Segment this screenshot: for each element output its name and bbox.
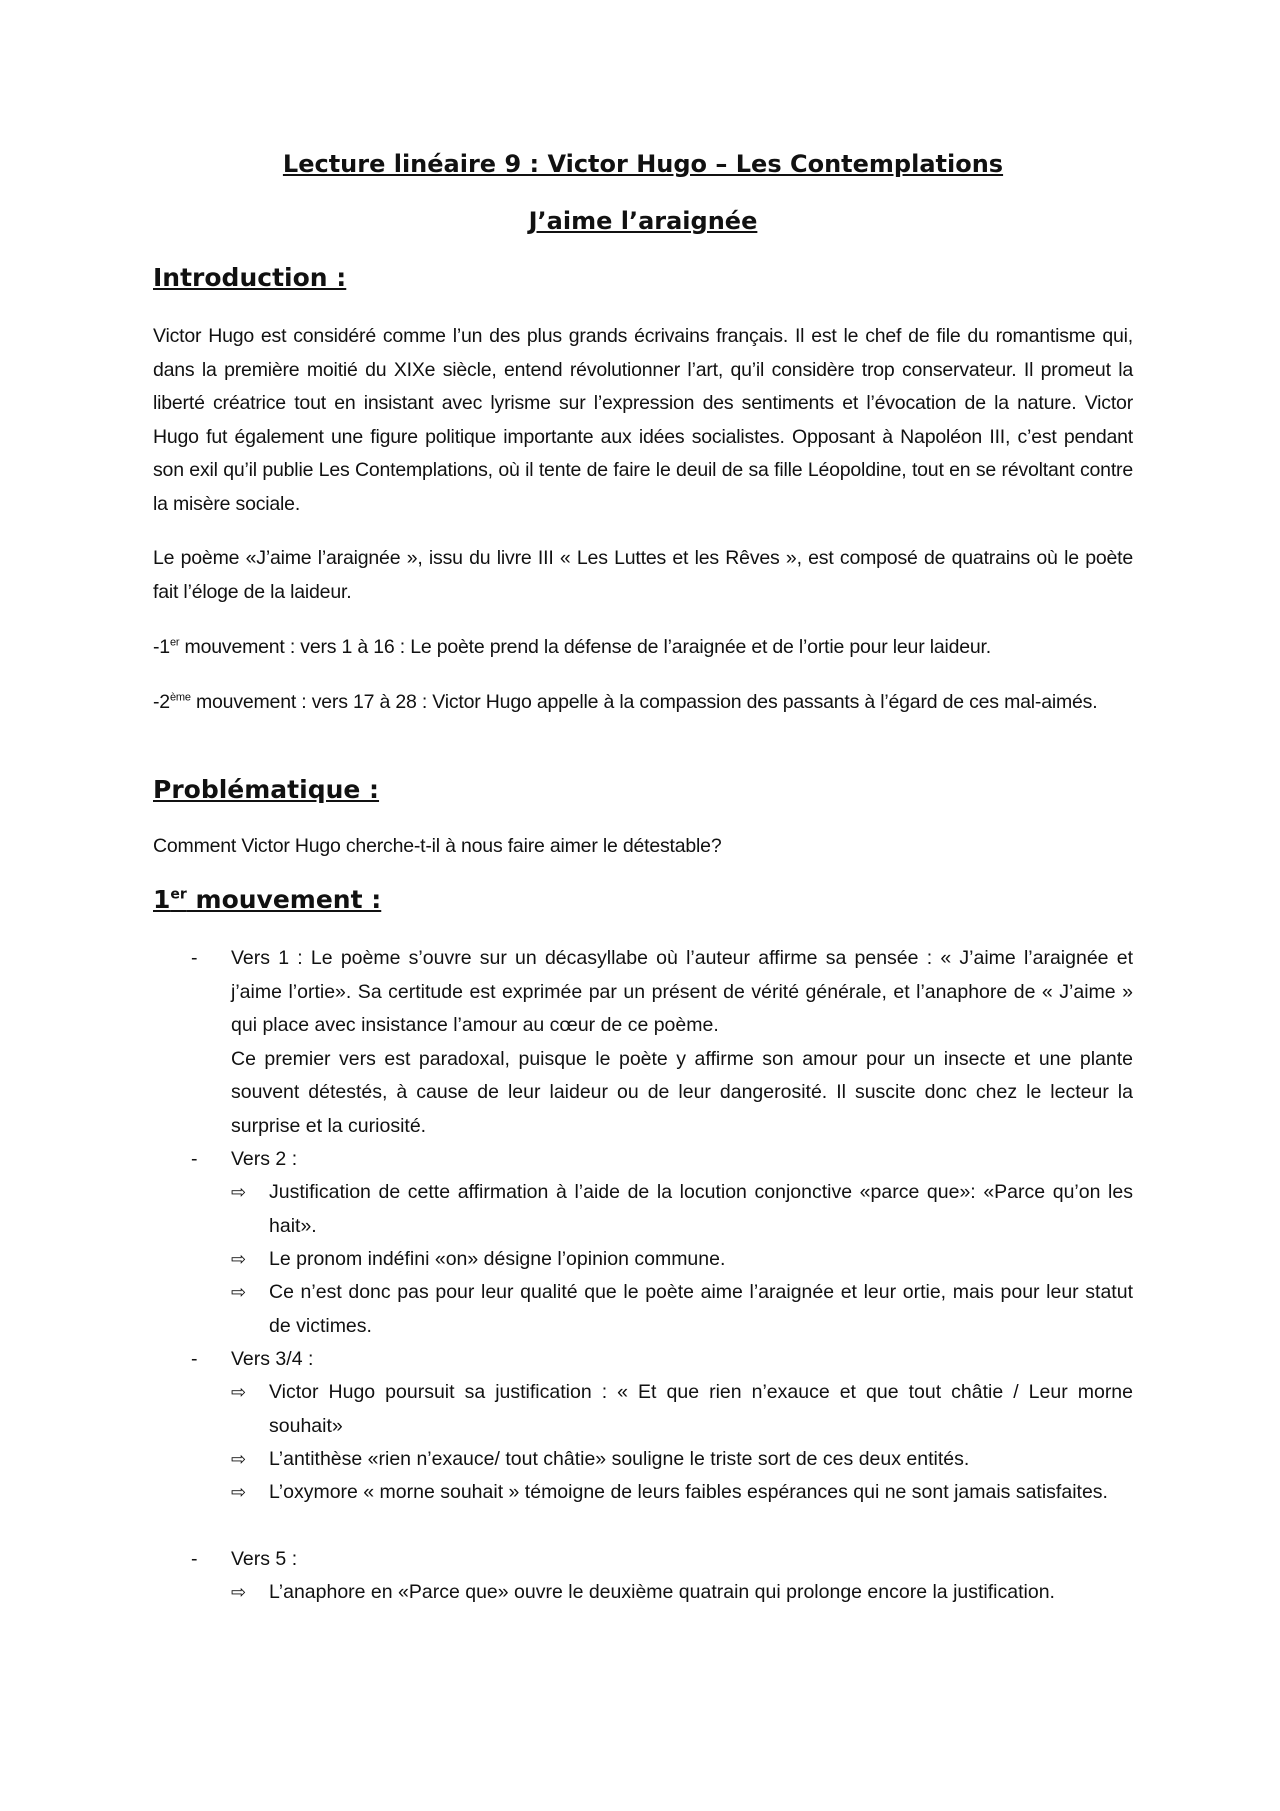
movement-1-prefix: -1 bbox=[153, 636, 170, 658]
movement-2-summary bbox=[153, 686, 1133, 720]
arrow-right-icon: ⇨ bbox=[231, 1482, 247, 1502]
problematique-text: Comment Victor Hugo cherche-t-il à nous faire aimer le détestable? bbox=[153, 835, 722, 857]
movement-2-prefix: -2 bbox=[153, 691, 170, 713]
movement-1-text: mouvement : vers 1 à 16 : Le poète prend la défense de l’araignée et de l’ortie pour leur laideur. bbox=[179, 636, 991, 658]
arrow-right-icon: ⇨ bbox=[231, 1582, 247, 1602]
movement-1-sup: er bbox=[169, 636, 180, 649]
arrow-right-icon: ⇨ bbox=[231, 1449, 247, 1469]
introduction-paragraph-2: Le poème «J’aime l’araignée », issu du livre III « Les Luttes et les Rêves », est composé de quatrains où le poète fait l’éloge de la laideur. bbox=[153, 547, 1133, 603]
list-item-text: Vers 1 : Le poème s’ouvre sur un décasyllabe où l’auteur affirme sa pensée : « J’aime l’araignée et j’aime l’ortie». Sa certitude est exprimée par un présent de vérité générale, et l’anaphore de « J’aime » qui place avec insistance l’amour au cœur de ce poème. Ce premier vers est paradoxal, puisque le poète y affirme son amour pour un insecte et une plante souvent détestés, à cause de leur laideur ou de leur dangerosité. Il suscite donc chez le lecteur la surprise et la curiosité. bbox=[231, 947, 1133, 1137]
arrow-right-icon: ⇨ bbox=[231, 1382, 247, 1402]
movement-2-sup: ème bbox=[169, 691, 191, 704]
movement-1-summary bbox=[153, 631, 1133, 665]
document-title: Lecture linéaire 9 : Victor Hugo – Les Contemplations bbox=[282, 150, 1004, 178]
introduction-paragraph-1: Victor Hugo est considéré comme l’un des plus grands écrivains français. Il est le chef de file du romantisme qui, dans la première moitié du XIXe siècle, entend révolutionner l’art, qu’il considère trop conservateur. Il promeut la liberté créatrice tout en insistant avec lyrisme sur l’expression des sentiments et l’évocation de la nature. Victor Hugo fut également une figure politique importante aux idées socialistes. Opposant à Napoléon III, c’est pendant son exil qu’il publie Les Contemplations, où il tente de faire le deuil de sa fille Léopoldine, tout en se révoltant contre la misère sociale. bbox=[153, 325, 1133, 515]
premier-mouvement-heading: 1er mouvement : bbox=[153, 885, 382, 914]
arrow-right-icon: ⇨ bbox=[231, 1182, 247, 1202]
problematique-heading: Problématique : bbox=[153, 775, 380, 804]
bullet-dash-icon: - bbox=[191, 947, 198, 969]
arrow-right-icon: ⇨ bbox=[231, 1282, 247, 1302]
bullet-dash-icon: - bbox=[191, 1348, 198, 1370]
bullet-dash-icon: - bbox=[191, 1548, 198, 1570]
movement-2-text: mouvement : vers 17 à 28 : Victor Hugo appelle à la compassion des passants à l’égard de ces mal-aimés. bbox=[190, 691, 1098, 713]
list-item-label: Vers 5 : bbox=[231, 1548, 298, 1570]
introduction-heading: Introduction : bbox=[153, 263, 347, 292]
bullet-dash-icon: - bbox=[191, 1148, 198, 1170]
arrow-right-icon: ⇨ bbox=[231, 1249, 247, 1269]
list-item-label: Vers 2 : bbox=[231, 1148, 298, 1170]
list-item-label: Vers 3/4 : bbox=[231, 1348, 314, 1370]
document-subtitle: J’aime l’araignée bbox=[528, 207, 758, 235]
